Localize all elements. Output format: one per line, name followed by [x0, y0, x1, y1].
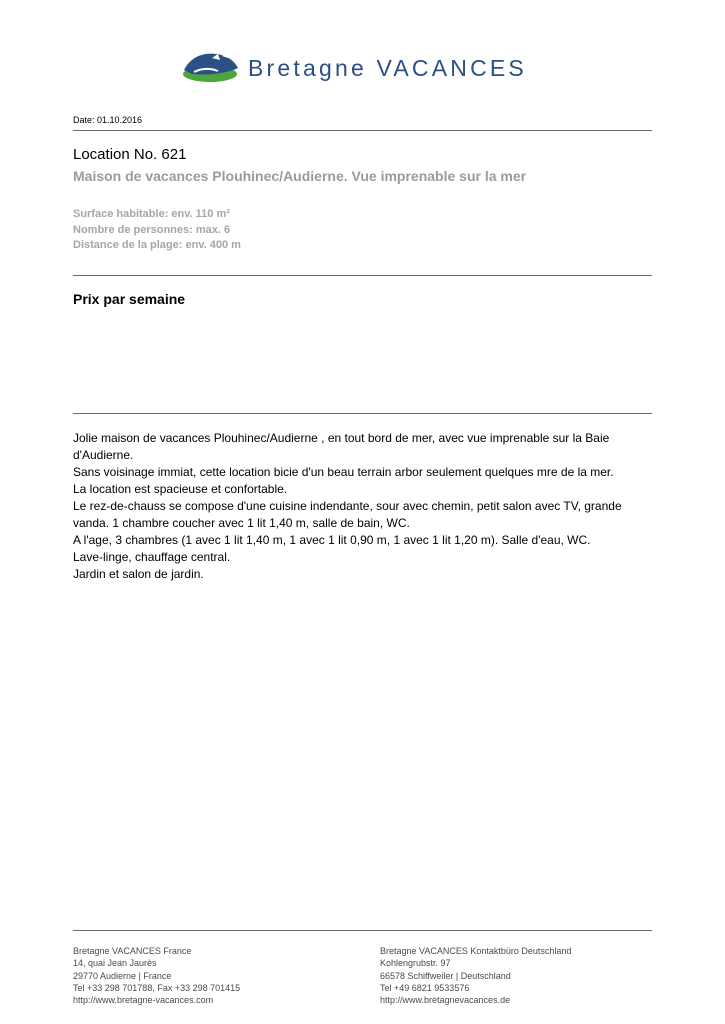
- location-number: Location No. 621: [73, 146, 187, 163]
- description-paragraph: Le rez-de-chauss se compose d'une cuisine indendante, sour avec chemin, petit salon avec TV, grande vanda. 1 chambre coucher avec 1 lit 1,40 m, salle de bain, WC.: [73, 499, 622, 530]
- divider: [73, 413, 652, 414]
- description-paragraph: Lave-linge, chauffage central.: [73, 550, 231, 564]
- footer-website-link[interactable]: http://www.bretagnevacances.de: [380, 995, 511, 1006]
- footer-city: 66578 Schiffweiler | Deutschland: [380, 970, 511, 981]
- footer-phone: Tel +33 298 701788, Fax +33 298 701415: [73, 982, 241, 993]
- footer-address-france: [73, 945, 240, 1006]
- fact-persons: Nombre de personnes: max. 6: [73, 223, 231, 236]
- divider: [73, 130, 652, 131]
- fact-beach-distance: Distance de la plage: env. 400 m: [73, 239, 241, 251]
- logo-wordmark: Bretagne VACANCES: [248, 55, 527, 81]
- footer-address-germany: [380, 945, 571, 1006]
- description-paragraph: Jardin et salon de jardin.: [73, 567, 204, 581]
- logo-emblem-icon: [182, 46, 242, 86]
- description: [73, 430, 643, 583]
- footer-street: 14, quai Jean Jaurès: [73, 958, 157, 969]
- divider: [73, 275, 652, 276]
- description-paragraph: La location est spacieuse et confortable.: [73, 482, 288, 496]
- footer-city: 29770 Audierne | France: [73, 970, 172, 981]
- description-paragraph: Jolie maison de vacances Plouhinec/Audierne , en tout bord de mer, avec vue imprenable sur la Baie d'Audierne.: [73, 431, 610, 462]
- document-date: Date: 01.10.2016: [73, 115, 143, 125]
- divider: [73, 930, 652, 931]
- listing-title: Maison de vacances Plouhinec/Audierne. Vue imprenable sur la mer: [73, 168, 527, 184]
- brand-logo: [182, 46, 527, 88]
- description-paragraph: Sans voisinage immiat, cette location bicie d'un beau terrain arbor seulement quelques mre de la mer.: [73, 465, 614, 479]
- listing-facts: [73, 207, 241, 254]
- footer-phone: Tel +49 6821 9533576: [380, 982, 470, 993]
- footer-company-name: Bretagne VACANCES France: [73, 946, 192, 956]
- footer-website-link[interactable]: http://www.bretagne-vacances.com: [73, 995, 214, 1006]
- footer-street: Kohlengrubstr. 97: [380, 958, 451, 969]
- fact-surface: Surface habitable: env. 110 m²: [73, 208, 230, 220]
- prices-heading: Prix par semaine: [73, 291, 186, 307]
- description-paragraph: A l'age, 3 chambres (1 avec 1 lit 1,40 m, 1 avec 1 lit 0,90 m, 1 avec 1 lit 1,20 m). Salle d'eau, WC.: [73, 533, 591, 547]
- footer-company-name: Bretagne VACANCES Kontaktbüro Deutschland: [380, 946, 572, 956]
